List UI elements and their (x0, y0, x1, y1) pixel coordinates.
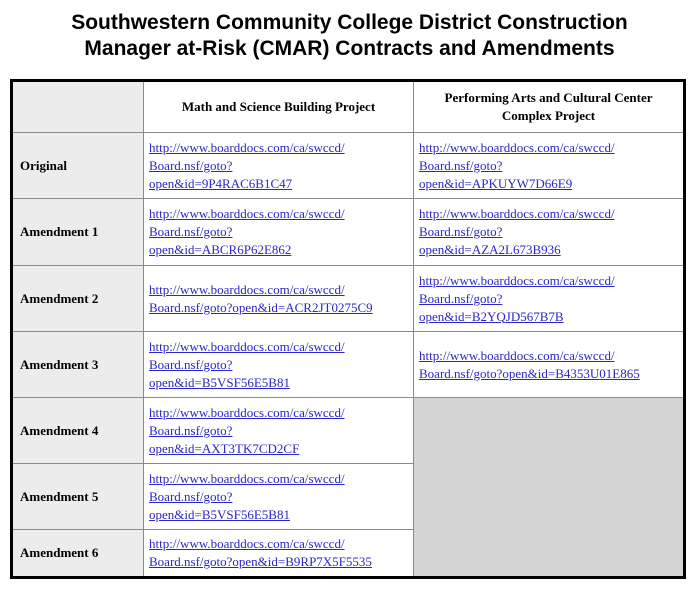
table-row (12, 133, 685, 199)
arts-amendment-1-link[interactable]: http://www.boarddocs.com/ca/swccd/ Board.nsf/goto? open&id=AZA2L673B936 (419, 206, 615, 257)
table-header-row (12, 81, 685, 133)
row-label-original: Original (12, 133, 144, 199)
math-amendment-4-link[interactable]: http://www.boarddocs.com/ca/swccd/ Board.nsf/goto? open&id=AXT3TK7CD2CF (149, 404, 345, 456)
math-amendment-1-link[interactable]: http://www.boarddocs.com/ca/swccd/ Board.nsf/goto? open&id=ABCR6P62E862 (149, 206, 345, 257)
row-label-amendment-4: Amendment 4 (12, 398, 144, 464)
math-cell (144, 530, 414, 578)
table-row (12, 266, 685, 332)
cmar-contracts-table (10, 79, 686, 579)
math-cell (144, 332, 414, 398)
row-label-amendment-5: Amendment 5 (12, 464, 144, 530)
header-math-science: Math and Science Building Project (144, 81, 414, 133)
row-label-amendment-3: Amendment 3 (12, 332, 144, 398)
arts-amendment-3-link[interactable]: http://www.boarddocs.com/ca/swccd/ Board.nsf/goto?open&id=B4353U01E865 (419, 347, 640, 381)
math-amendment-3-link[interactable]: http://www.boarddocs.com/ca/swccd/ Board.nsf/goto? open&id=B5VSF56E5B81 (149, 338, 345, 390)
arts-cell (414, 133, 685, 199)
arts-cell (414, 266, 685, 332)
math-amendment-5-link[interactable]: http://www.boarddocs.com/ca/swccd/ Board.nsf/goto? open&id=B5VSF56E5B81 (149, 470, 345, 522)
math-amendment-6-link[interactable]: http://www.boarddocs.com/ca/swccd/ Board.nsf/goto?open&id=B9RP7X5F5535 (149, 536, 372, 569)
title-line-2: Manager at-Risk (CMAR) Contracts and Amendments (84, 37, 615, 60)
arts-empty-cell (414, 398, 685, 578)
math-cell (144, 266, 414, 332)
arts-original-link[interactable]: http://www.boarddocs.com/ca/swccd/ Board.nsf/goto? open&id=APKUYW7D66E9 (419, 139, 615, 191)
title-line-1: Southwestern Community College District Construction (71, 11, 628, 34)
math-amendment-2-link[interactable]: http://www.boarddocs.com/ca/swccd/ Board.nsf/goto?open&id=ACR2JT0275C9 (149, 281, 373, 315)
row-label-amendment-6: Amendment 6 (12, 530, 144, 578)
row-label-amendment-2: Amendment 2 (12, 266, 144, 332)
table-row (12, 332, 685, 398)
row-label-amendment-1: Amendment 1 (12, 199, 144, 266)
page-title (0, 10, 699, 62)
math-cell (144, 199, 414, 266)
math-cell (144, 464, 414, 530)
arts-cell (414, 199, 685, 266)
math-original-link[interactable]: http://www.boarddocs.com/ca/swccd/ Board.nsf/goto? open&id=9P4RAC6B1C47 (149, 139, 345, 191)
math-cell (144, 398, 414, 464)
header-performing-arts: Performing Arts and Cultural Center Complex Project (414, 81, 685, 133)
table-row (12, 398, 685, 464)
arts-amendment-2-link[interactable]: http://www.boarddocs.com/ca/swccd/ Board.nsf/goto? open&id=B2YQJD567B7B (419, 272, 615, 324)
math-cell (144, 133, 414, 199)
header-corner-cell (12, 81, 144, 133)
arts-cell (414, 332, 685, 398)
table-row (12, 199, 685, 266)
